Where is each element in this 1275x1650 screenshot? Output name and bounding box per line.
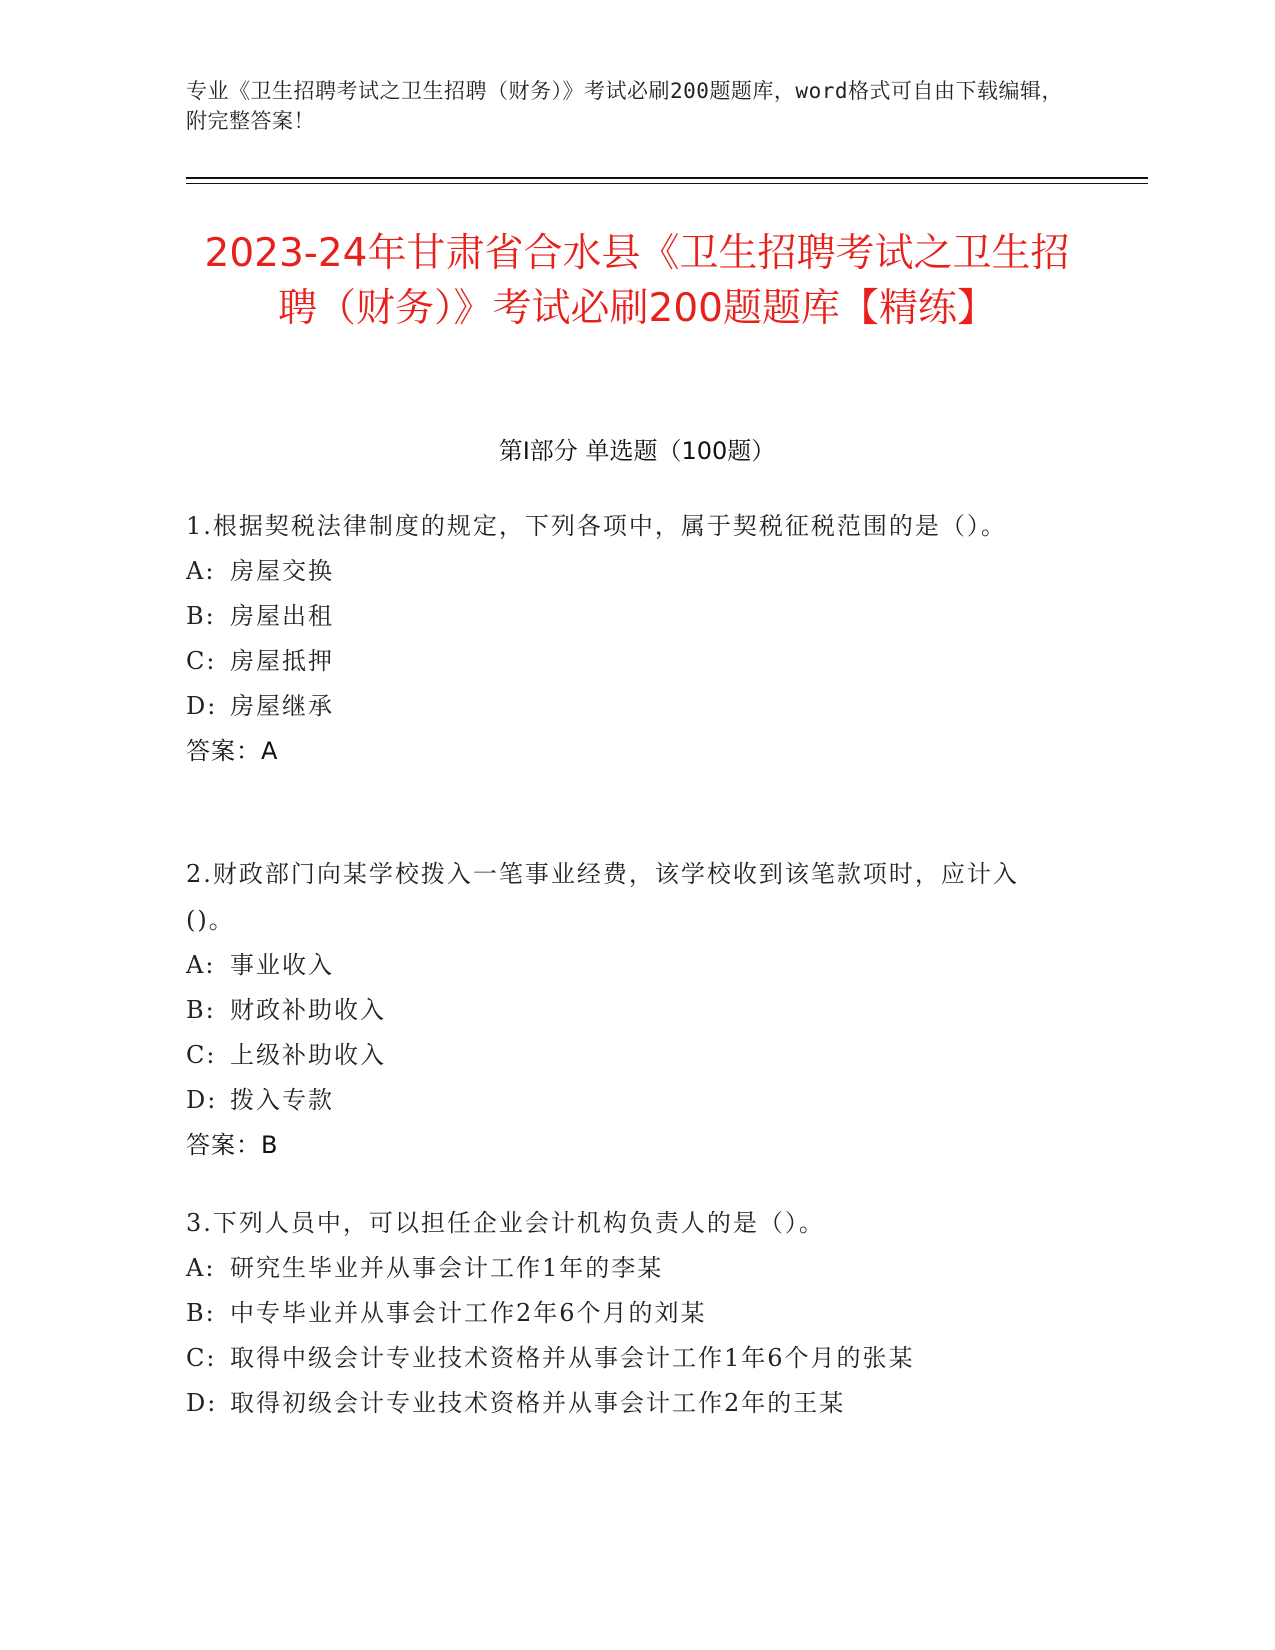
option-a xyxy=(186,1246,1066,1291)
question-2 xyxy=(186,851,1066,1168)
option-text: 取得中级会计专业技术资格并从事会计工作1年6个月的张某 xyxy=(230,1344,915,1372)
option-a xyxy=(186,549,1066,594)
question-stem: 2.财政部门向某学校拨入一笔事业经费，该学校收到该笔款项时，应计入()。 xyxy=(186,860,1019,934)
header-divider-thin xyxy=(186,183,1148,184)
option-c xyxy=(186,1336,1066,1381)
answer: 答案：B xyxy=(186,1131,279,1159)
option-text: 中专毕业并从事会计工作2年6个月的刘某 xyxy=(230,1299,707,1327)
question-stem: 3.下列人员中，可以担任企业会计机构负责人的是（）。 xyxy=(186,1209,825,1237)
option-key: A: xyxy=(186,951,216,979)
document-title: 2023-24年甘肃省合水县《卫生招聘考试之卫生招聘（财务）》考试必刷200题题库【精练】 xyxy=(204,231,1070,331)
option-c xyxy=(186,1033,1066,1078)
answer: 答案：A xyxy=(186,737,279,765)
option-b xyxy=(186,594,1066,639)
header-divider-thick xyxy=(186,177,1148,179)
option-b xyxy=(186,988,1066,1033)
option-key: C: xyxy=(186,647,217,675)
option-key: D: xyxy=(186,692,218,720)
option-d xyxy=(186,684,1066,729)
option-key: B: xyxy=(186,996,216,1024)
option-c xyxy=(186,639,1066,684)
option-key: A: xyxy=(186,1254,216,1282)
option-text: 房屋交换 xyxy=(230,557,334,585)
question-stem: 1.根据契税法律制度的规定，下列各项中，属于契税征税范围的是（）。 xyxy=(186,512,1007,540)
question-3 xyxy=(186,1200,1066,1426)
option-key: C: xyxy=(186,1041,217,1069)
option-text: 拨入专款 xyxy=(230,1086,334,1114)
option-key: D: xyxy=(186,1389,218,1417)
option-key: B: xyxy=(186,602,216,630)
option-text: 房屋继承 xyxy=(230,692,334,720)
option-d xyxy=(186,1078,1066,1123)
option-a xyxy=(186,943,1066,988)
option-text: 研究生毕业并从事会计工作1年的李某 xyxy=(230,1254,664,1282)
option-text: 上级补助收入 xyxy=(230,1041,386,1069)
option-key: A: xyxy=(186,557,216,585)
option-text: 房屋抵押 xyxy=(230,647,334,675)
header-note: 专业《卫生招聘考试之卫生招聘（财务）》考试必刷200题题库，word格式可自由下载编辑，附完整答案！ xyxy=(186,79,1063,133)
option-d xyxy=(186,1381,1066,1426)
question-1 xyxy=(186,503,1066,774)
option-text: 房屋出租 xyxy=(230,602,334,630)
option-key: B: xyxy=(186,1299,216,1327)
option-b xyxy=(186,1291,1066,1336)
option-text: 取得初级会计专业技术资格并从事会计工作2年的王某 xyxy=(230,1389,846,1417)
option-text: 财政补助收入 xyxy=(230,996,386,1024)
option-text: 事业收入 xyxy=(230,951,334,979)
section-title: 第Ⅰ部分 单选题（100题） xyxy=(498,437,776,465)
option-key: D: xyxy=(186,1086,218,1114)
option-key: C: xyxy=(186,1344,217,1372)
